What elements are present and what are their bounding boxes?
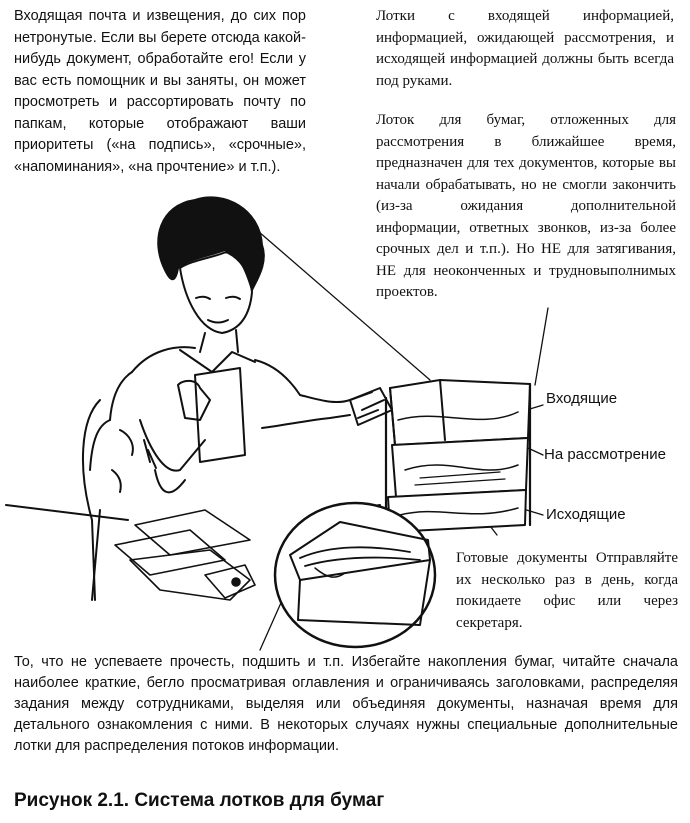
trays-intro: Лотки с входящей информацией, информацией, ожидающей рассмотрения, и исходящей информацией должны быть всегда под руками.	[376, 8, 674, 89]
label-incoming: Входящие	[546, 390, 618, 407]
label-outgoing: Исходящие	[546, 506, 626, 523]
pending-tray-description: Лоток для бумаг, отложенных для рассмотрения в ближайшее время, предназначен для тех документов, которые вы начали обрабатывать, но не смогли закончить (из-за ожидания дополнительной информации, ответных звонков, из-за более срочных дел и т.п.). Но НЕ для затягивания, НЕ для неоконченных и трудновыполнимых проектов.	[376, 112, 676, 300]
unread-description: То, что не успеваете прочесть, подшить и т.п. Избегайте накопления бумаг, читайте сначала наиболее краткие, бегло просматривая оглавления и ограничиваясь заголовками, распределяя задания между сотрудниками, выделяя или объединяя документы, назначая время для детального ознакомления с ними. В некоторых случаях нужны специальные дополнительные лотки для распределения потоков информации.	[14, 654, 678, 754]
closeup-circle	[275, 503, 435, 647]
figure-caption: Рисунок 2.1. Система лотков для бумаг	[14, 790, 385, 811]
label-review: На рассмотрение	[544, 446, 666, 463]
incoming-description: Входящая почта и извещения, до сих пор нетронутые. Если вы берете отсюда какой-нибудь документ, обработайте его! Если у вас есть помощник и вы заняты, он может просмотреть и рассортировать почту по папкам, которые отображают ваши приоритеты («на подпись», «срочные», «напоминания», «на прочтение» и т.п.).	[14, 8, 306, 175]
done-documents-description: Готовые документы Отправляйте их несколько раз в день, когда покидаете офис или через секретаря.	[456, 550, 678, 631]
tray-stack	[386, 380, 530, 532]
desk-papers	[115, 510, 255, 600]
